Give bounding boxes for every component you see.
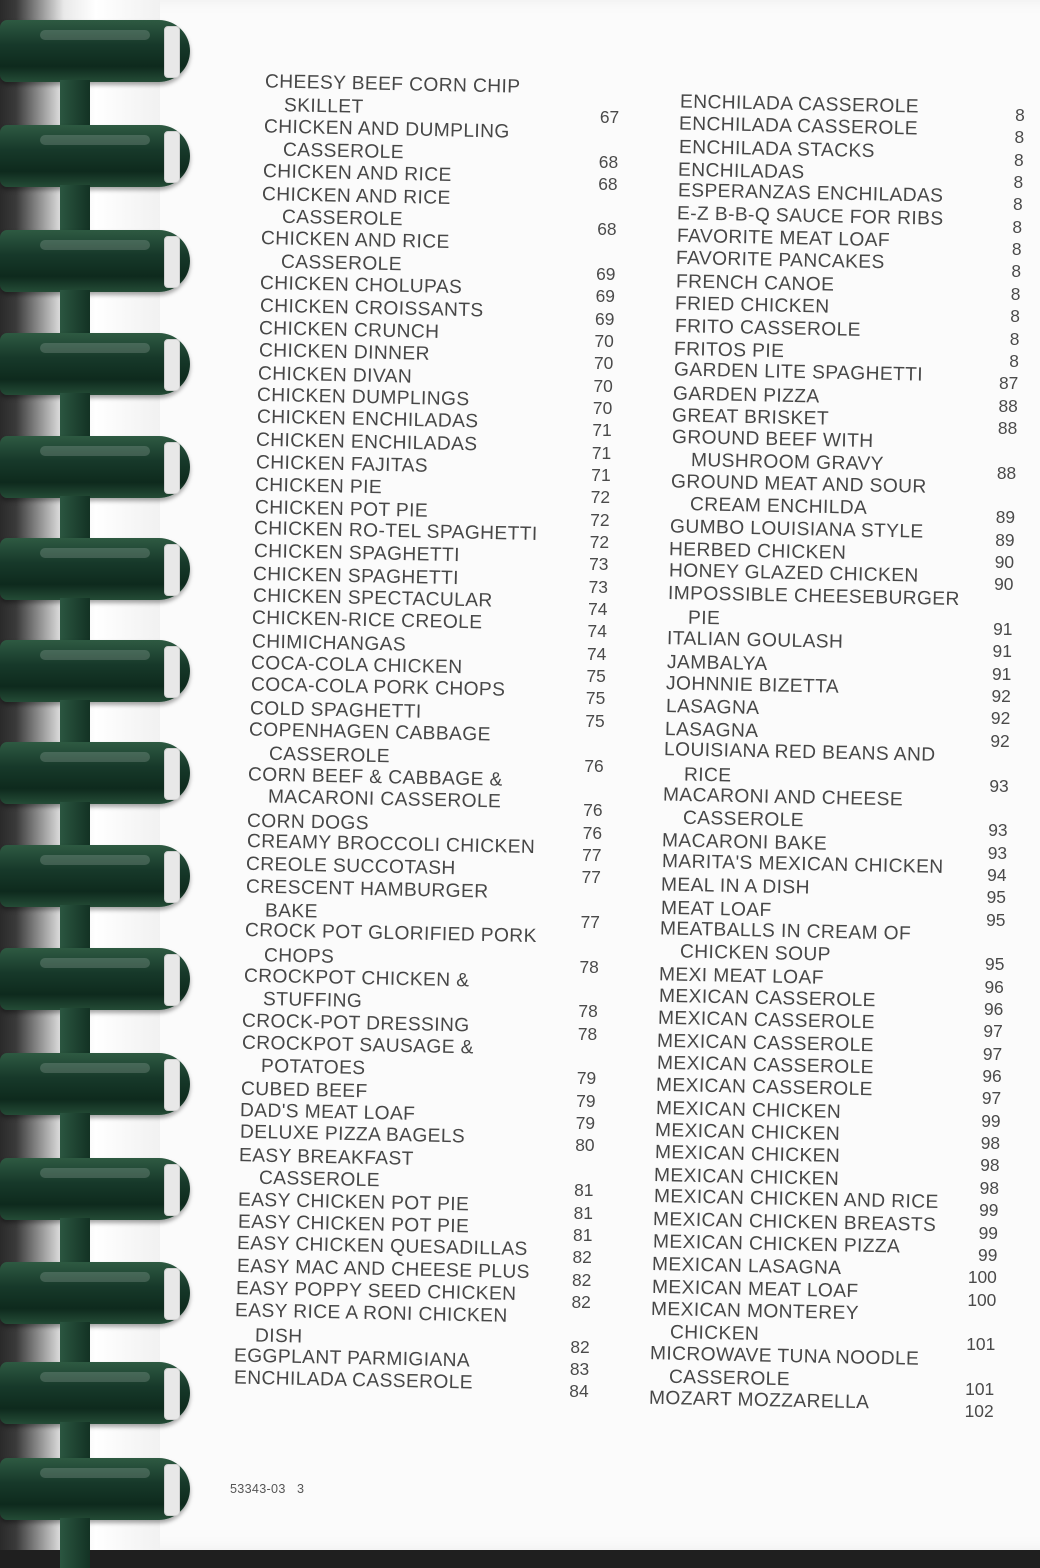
index-page-number: 94 (987, 864, 1007, 885)
index-entry-title: COLD SPAGHETTI (249, 698, 422, 723)
index-entry-title: CHICKEN ENCHILADAS (256, 406, 479, 433)
index-entry-title-continued: SKILLET (284, 95, 365, 119)
index-page-number: 97 (981, 1088, 1002, 1109)
index-page-number: 96 (982, 1066, 1002, 1087)
index-page-number: 76 (584, 755, 604, 776)
index-page-number: 81 (573, 1224, 593, 1245)
index-entry-title: EASY POPPY SEED CHICKEN (235, 1277, 517, 1305)
index-entry-title: CROCKPOT CHICKEN & (243, 965, 470, 992)
binding-spine (60, 1113, 90, 1163)
index-page-number: 75 (586, 666, 606, 687)
index-page-number: 72 (590, 487, 611, 508)
index-page-number: 79 (575, 1113, 596, 1134)
index-page-number: 70 (593, 353, 614, 374)
index-entry-title: CHICKEN DINNER (258, 340, 430, 365)
index-entry-title: MEXICAN CHICKEN (655, 1120, 841, 1146)
index-page-number: 68 (598, 174, 618, 195)
index-entry-title: MEXICAN CHICKEN PIZZA (652, 1231, 901, 1258)
index-entry-title: CHICKEN CRUNCH (258, 317, 440, 343)
index-entry-title: HONEY GLAZED CHICKEN (668, 560, 919, 587)
index-entry-title: ENCHILADA CASSEROLE (233, 1367, 474, 1394)
index-entry-title: HERBED CHICKEN (669, 539, 847, 564)
index-entry-title-continued: CASSEROLE (280, 251, 402, 276)
binding-spine (60, 700, 90, 750)
index-entry-title: ENCHILADA CASSEROLE (679, 113, 919, 140)
index-page-number: 92 (990, 730, 1010, 751)
index-page-number: 84 (569, 1381, 589, 1402)
index-entry-title-continued: RICE (683, 764, 732, 786)
index-page-number: 81 (574, 1180, 594, 1201)
index-page-number: 89 (995, 507, 1016, 528)
index-entry-title: CHICKEN POT PIE (254, 496, 429, 522)
index-entry-title: CUBED BEEF (240, 1078, 368, 1103)
index-entry-title: DAD'S MEAT LOAF (240, 1100, 416, 1125)
index-entry-title: FRITO CASSEROLE (674, 315, 861, 341)
index-page-number: 73 (589, 554, 609, 575)
index-page-number: 100 (967, 1267, 997, 1288)
index-page-number: 82 (570, 1336, 590, 1357)
index-page-number: 68 (598, 152, 619, 173)
index-entry-title: MACARONI AND CHEESE (663, 784, 904, 811)
index-entry-title: CHICKEN CROISSANTS (259, 295, 484, 321)
index-page-number: 70 (593, 375, 613, 396)
index-page-number: 98 (980, 1155, 1000, 1176)
index-page-number: 89 (995, 529, 1015, 550)
index-entry-title: MEATBALLS IN CREAM OF (659, 918, 912, 945)
index-entry-title-continued: BAKE (264, 900, 319, 923)
binding-spine (60, 290, 90, 340)
index-entry-title: CHICKEN PIE (255, 474, 383, 499)
binding-spine (60, 1322, 90, 1372)
index-entry-title: MEXICAN MONTEREY (650, 1298, 860, 1325)
binding-spine (60, 496, 90, 546)
index-page-number: 76 (582, 822, 603, 843)
index-entry-title: MARITA'S MEXICAN CHICKEN (661, 850, 944, 878)
index-page-number: 88 (997, 417, 1018, 438)
index-entry-title: FAVORITE MEAT LOAF (676, 225, 890, 252)
index-page-number: 92 (990, 708, 1011, 729)
index-entry-title: IMPOSSIBLE CHEESEBURGER (668, 582, 961, 610)
binding-spine (60, 185, 90, 235)
index-page-number: 74 (588, 599, 608, 620)
index-page-number: 8 (1010, 283, 1021, 304)
index-page-number: 90 (994, 552, 1015, 572)
index-page-number: 98 (979, 1177, 999, 1198)
index-entry-title: CHICKEN AND RICE (262, 161, 452, 187)
index-entry-title: CHICKEN SPECTACULAR (252, 585, 493, 612)
index-entry-title: CHICKEN DIVAN (257, 362, 413, 388)
index-page-number: 78 (577, 1023, 598, 1044)
index-page-number: 72 (590, 509, 610, 530)
index-entry-title-continued: CHOPS (263, 944, 335, 968)
index-entry-title: GREAT BRISKET (672, 405, 830, 430)
index-page-number: 68 (597, 219, 617, 240)
binding-spine (60, 1518, 90, 1568)
index-page-number: 97 (983, 1021, 1003, 1042)
index-page-number: 81 (573, 1202, 593, 1223)
index-entry-title: MEXICAN CHICKEN (654, 1164, 840, 1190)
index-page-number: 99 (978, 1244, 998, 1265)
index-entry-title-continued: CASSEROLE (258, 1167, 380, 1192)
binding-spine (60, 598, 90, 648)
index-page-number: 93 (988, 820, 1008, 841)
index-entry-title: COPENHAGEN CABBAGE (249, 719, 492, 746)
index-entry-title: EASY RICE A RONI CHICKEN (235, 1300, 509, 1328)
index-entry-title-continued: CASSEROLE (669, 1366, 791, 1391)
index-page-number: 8 (1012, 216, 1023, 237)
index-page-number: 72 (589, 532, 610, 552)
index-entry-title: DELUXE PIZZA BAGELS (239, 1122, 466, 1148)
index-page-number: 88 (998, 395, 1018, 416)
index-page-number: 97 (982, 1043, 1003, 1064)
index-entry-title: MEXICAN CASSEROLE (658, 985, 876, 1012)
index-entry-title: CHIMICHANGAS (251, 631, 406, 656)
index-entry-title: LASAGNA (665, 696, 760, 720)
index-page-number: 69 (595, 286, 615, 307)
index-page-number: 91 (992, 641, 1012, 662)
index-entry-title-continued: CASSEROLE (283, 139, 405, 164)
index-entry-title-continued: PIE (687, 607, 721, 630)
index-page-number: 77 (581, 867, 601, 888)
binding-spine (60, 802, 90, 852)
index-entry-title: MACARONI BAKE (662, 829, 828, 855)
index-entry-title: CHICKEN SPAGHETTI (253, 563, 460, 589)
index-entry-title: MEAL IN A DISH (661, 874, 811, 899)
index-entry-title: CREOLE SUCCOTASH (246, 854, 457, 880)
index-entry-title: MEXICAN CASSEROLE (656, 1052, 874, 1079)
index-entry-title: MEXI MEAT LOAF (658, 963, 825, 989)
index-entry-title: EASY CHICKEN POT PIE (237, 1189, 470, 1215)
index-page-number: 67 (599, 107, 620, 128)
index-page-number: 73 (588, 576, 608, 597)
index-entry-title: CORN DOGS (247, 810, 370, 834)
index-page-number: 96 (983, 999, 1004, 1019)
index-page-number: 78 (578, 1001, 598, 1022)
index-page-number: 100 (967, 1289, 997, 1310)
index-entry-title: JAMBALYA (666, 651, 768, 675)
index-entry-title: MOZART MOZZARELLA (648, 1387, 870, 1414)
index-entry-title: CRESCENT HAMBURGER (245, 876, 489, 903)
index-entry-title-continued: CHICKEN SOUP (679, 941, 831, 966)
index-page-number: 8 (1011, 261, 1021, 282)
index-page-number: 75 (585, 710, 605, 731)
index-entry-title: MEXICAN CHICKEN BREASTS (652, 1208, 937, 1236)
index-entry-title: FRIED CHICKEN (674, 293, 830, 318)
index-entry-title: MEAT LOAF (660, 897, 772, 921)
binding-spine (60, 393, 90, 443)
index-page-number: 90 (994, 574, 1014, 595)
index-page-number: 69 (595, 308, 615, 329)
index-page-number: 99 (979, 1200, 999, 1221)
index-page-number: 95 (986, 909, 1006, 930)
index-entry-title: GARDEN PIZZA (672, 383, 820, 408)
index-page-number: 74 (587, 643, 607, 664)
index-page-number: 75 (585, 688, 606, 709)
index-entry-title: ENCHILADAS (678, 159, 806, 184)
index-entry-title: CHICKEN DUMPLINGS (257, 384, 471, 411)
footer-code: 53343-03 (230, 1482, 286, 1496)
index-page-number: 99 (981, 1110, 1001, 1131)
index-entry-title: ITALIAN GOULASH (666, 628, 844, 654)
index-page-number: 71 (591, 442, 612, 463)
index-entry-title-continued: MUSHROOM GRAVY (691, 449, 885, 475)
index-page-number: 79 (576, 1090, 596, 1111)
index-entry-title: EASY CHICKEN POT PIE (237, 1211, 470, 1238)
binding-spine (60, 1008, 90, 1058)
index-entry-title-continued: MACARONI CASSEROLE (267, 786, 502, 813)
index-page-number: 8 (1013, 172, 1024, 193)
footer-page-number: 3 (297, 1482, 305, 1496)
index-entry-title-continued: CASSEROLE (268, 743, 391, 767)
index-page-number: 71 (592, 420, 612, 441)
index-entry-title: MEXICAN CASSEROLE (656, 1075, 874, 1101)
index-entry-title: CHICKEN CHOLUPAS (259, 273, 463, 299)
index-entry-title: GUMBO LOUISIANA STYLE (669, 515, 924, 543)
index-entry-title: MEXICAN CASSEROLE (657, 1030, 875, 1056)
index-entry-title: CHICKEN FAJITAS (255, 452, 429, 477)
index-page-number: 74 (587, 621, 607, 642)
index-entry-title: CROCK POT GLORIFIED PORK (244, 920, 537, 948)
index-entry-title: GROUND BEEF WITH (671, 427, 874, 453)
index-page-number: 77 (580, 911, 600, 932)
index-entry-title: FRITOS PIE (673, 338, 785, 362)
index-entry-title-continued: POTATOES (261, 1056, 367, 1080)
page-footer (230, 1482, 304, 1496)
index-entry-title: CORN BEEF & CABBAGE & (248, 764, 504, 791)
binding-spine (60, 1218, 90, 1268)
index-entry-title: CHICKEN ENCHILADAS (256, 429, 479, 455)
index-page-number: 92 (991, 686, 1011, 707)
index-page-number: 82 (571, 1291, 591, 1312)
index-entry-title: MEXICAN CHICKEN AND RICE (653, 1186, 939, 1214)
index-entry-title: CROCKPOT SAUSAGE & (241, 1032, 474, 1059)
index-entry-title: JOHNNIE BIZETTA (665, 673, 840, 698)
index-page-number: 80 (575, 1135, 595, 1156)
index-entry-title: E-Z B-B-Q SAUCE FOR RIBS (677, 202, 945, 230)
index-page-number: 101 (966, 1334, 996, 1355)
index-entry-title: MEXICAN LASAGNA (651, 1254, 842, 1280)
index-page-number: 8 (1014, 127, 1025, 148)
index-entry-title: CHICKEN SPAGHETTI (253, 541, 460, 567)
index-entry-title: CHICKEN-RICE CREOLE (251, 607, 483, 634)
index-page-number: 91 (992, 663, 1012, 684)
index-page-number: 99 (978, 1222, 998, 1243)
index-entry-title-continued: CASSEROLE (682, 807, 804, 832)
index-page-number: 8 (1012, 194, 1023, 215)
index-entry-title-continued: CASSEROLE (281, 206, 403, 231)
index-page-number: 76 (583, 800, 603, 821)
binding-spine (60, 1422, 90, 1472)
index-page-number: 82 (571, 1269, 592, 1290)
index-entry-title: CHICKEN AND DUMPLING (263, 116, 510, 143)
index-entry-title: GROUND MEAT AND SOUR (670, 471, 927, 498)
index-page-number: 71 (591, 464, 611, 485)
index-page-number: 91 (993, 619, 1013, 640)
index-entry-title-continued: STUFFING (262, 989, 363, 1013)
index-entry-title: CREAMY BROCCOLI CHICKEN (246, 830, 536, 858)
index-page-number: 8 (1011, 239, 1022, 260)
index-page-number: 8 (1009, 328, 1020, 349)
index-entry-title: MICROWAVE TUNA NOODLE (649, 1342, 920, 1370)
index-entry-title: MEXICAN CHICKEN (655, 1097, 842, 1123)
index-entry-title: FAVORITE PANCAKES (676, 248, 886, 274)
index-page-number: 95 (985, 954, 1005, 975)
index-page-number: 87 (998, 373, 1019, 394)
index-page-number: 101 (965, 1378, 995, 1399)
index-page-number: 8 (1010, 306, 1020, 327)
index-page-number: 102 (964, 1401, 994, 1422)
index-entry-title: MEXICAN MEAT LOAF (651, 1276, 859, 1302)
index-page-number: 8 (1014, 149, 1024, 170)
index-entry-title: MEXICAN CHICKEN (654, 1142, 841, 1168)
index-entry-title: ENCHILADA STACKS (678, 136, 875, 162)
index-entry-title: LASAGNA (664, 718, 759, 742)
index-page-number: 78 (579, 956, 599, 977)
index-entry-title: GARDEN LITE SPAGHETTI (673, 359, 923, 386)
index-entry-title: COCA-COLA CHICKEN (250, 652, 463, 679)
index-entry-title: MEXICAN CASSEROLE (657, 1008, 876, 1034)
index-entry-title: EASY BREAKFAST (239, 1144, 415, 1170)
index-page-number: 70 (594, 330, 614, 351)
index-entry-title-continued: CHICKEN (670, 1322, 760, 1346)
index-page-number: 69 (596, 263, 616, 284)
index-entry-title: EASY MAC AND CHEESE PLUS (236, 1255, 530, 1283)
index-entry-title: CHEESY BEEF CORN CHIP (264, 71, 521, 98)
index-entry-title: COCA-COLA PORK CHOPS (250, 674, 506, 702)
index-page-number: 93 (987, 842, 1008, 863)
index-entry-title: CROCK-POT DRESSING (242, 1010, 471, 1037)
index-page-number: 88 (996, 462, 1017, 483)
index-entry-title-continued: CREAM ENCHILDA (690, 494, 868, 520)
binding-spine (60, 905, 90, 955)
index-page-number: 8 (1015, 105, 1025, 125)
index-page-number: 95 (986, 887, 1006, 908)
index-entry-title: CHICKEN AND RICE (262, 183, 452, 209)
index-entry-title: CHICKEN AND RICE (261, 228, 451, 254)
index-entry-title: LOUISIANA RED BEANS AND (664, 739, 937, 766)
index-entry-title: ESPERANZAS ENCHILADAS (677, 180, 944, 208)
index-page-number: 8 (1009, 350, 1019, 371)
index-page-number: 70 (592, 397, 613, 418)
index-page-number: 83 (569, 1358, 590, 1379)
index-entry-title: EASY CHICKEN QUESADILLAS (236, 1233, 529, 1261)
index-page-number: 93 (989, 775, 1009, 796)
index-page-number: 79 (576, 1068, 597, 1089)
index-entry-title: CHICKEN RO-TEL SPAGHETTI (254, 518, 539, 545)
binding-spine (60, 80, 90, 130)
index-page-number: 96 (984, 976, 1004, 997)
index-entry-title: ENCHILADA CASSEROLE (679, 91, 920, 118)
index-page-number: 82 (572, 1247, 592, 1268)
index-entry-title-continued: DISH (254, 1325, 303, 1348)
index-entry-title: EGGPLANT PARMIGIANA (234, 1345, 471, 1372)
index-entry-title: FRENCH CANOE (675, 271, 835, 296)
index-page-number: 98 (980, 1133, 1001, 1154)
index-page-number: 77 (582, 844, 602, 865)
